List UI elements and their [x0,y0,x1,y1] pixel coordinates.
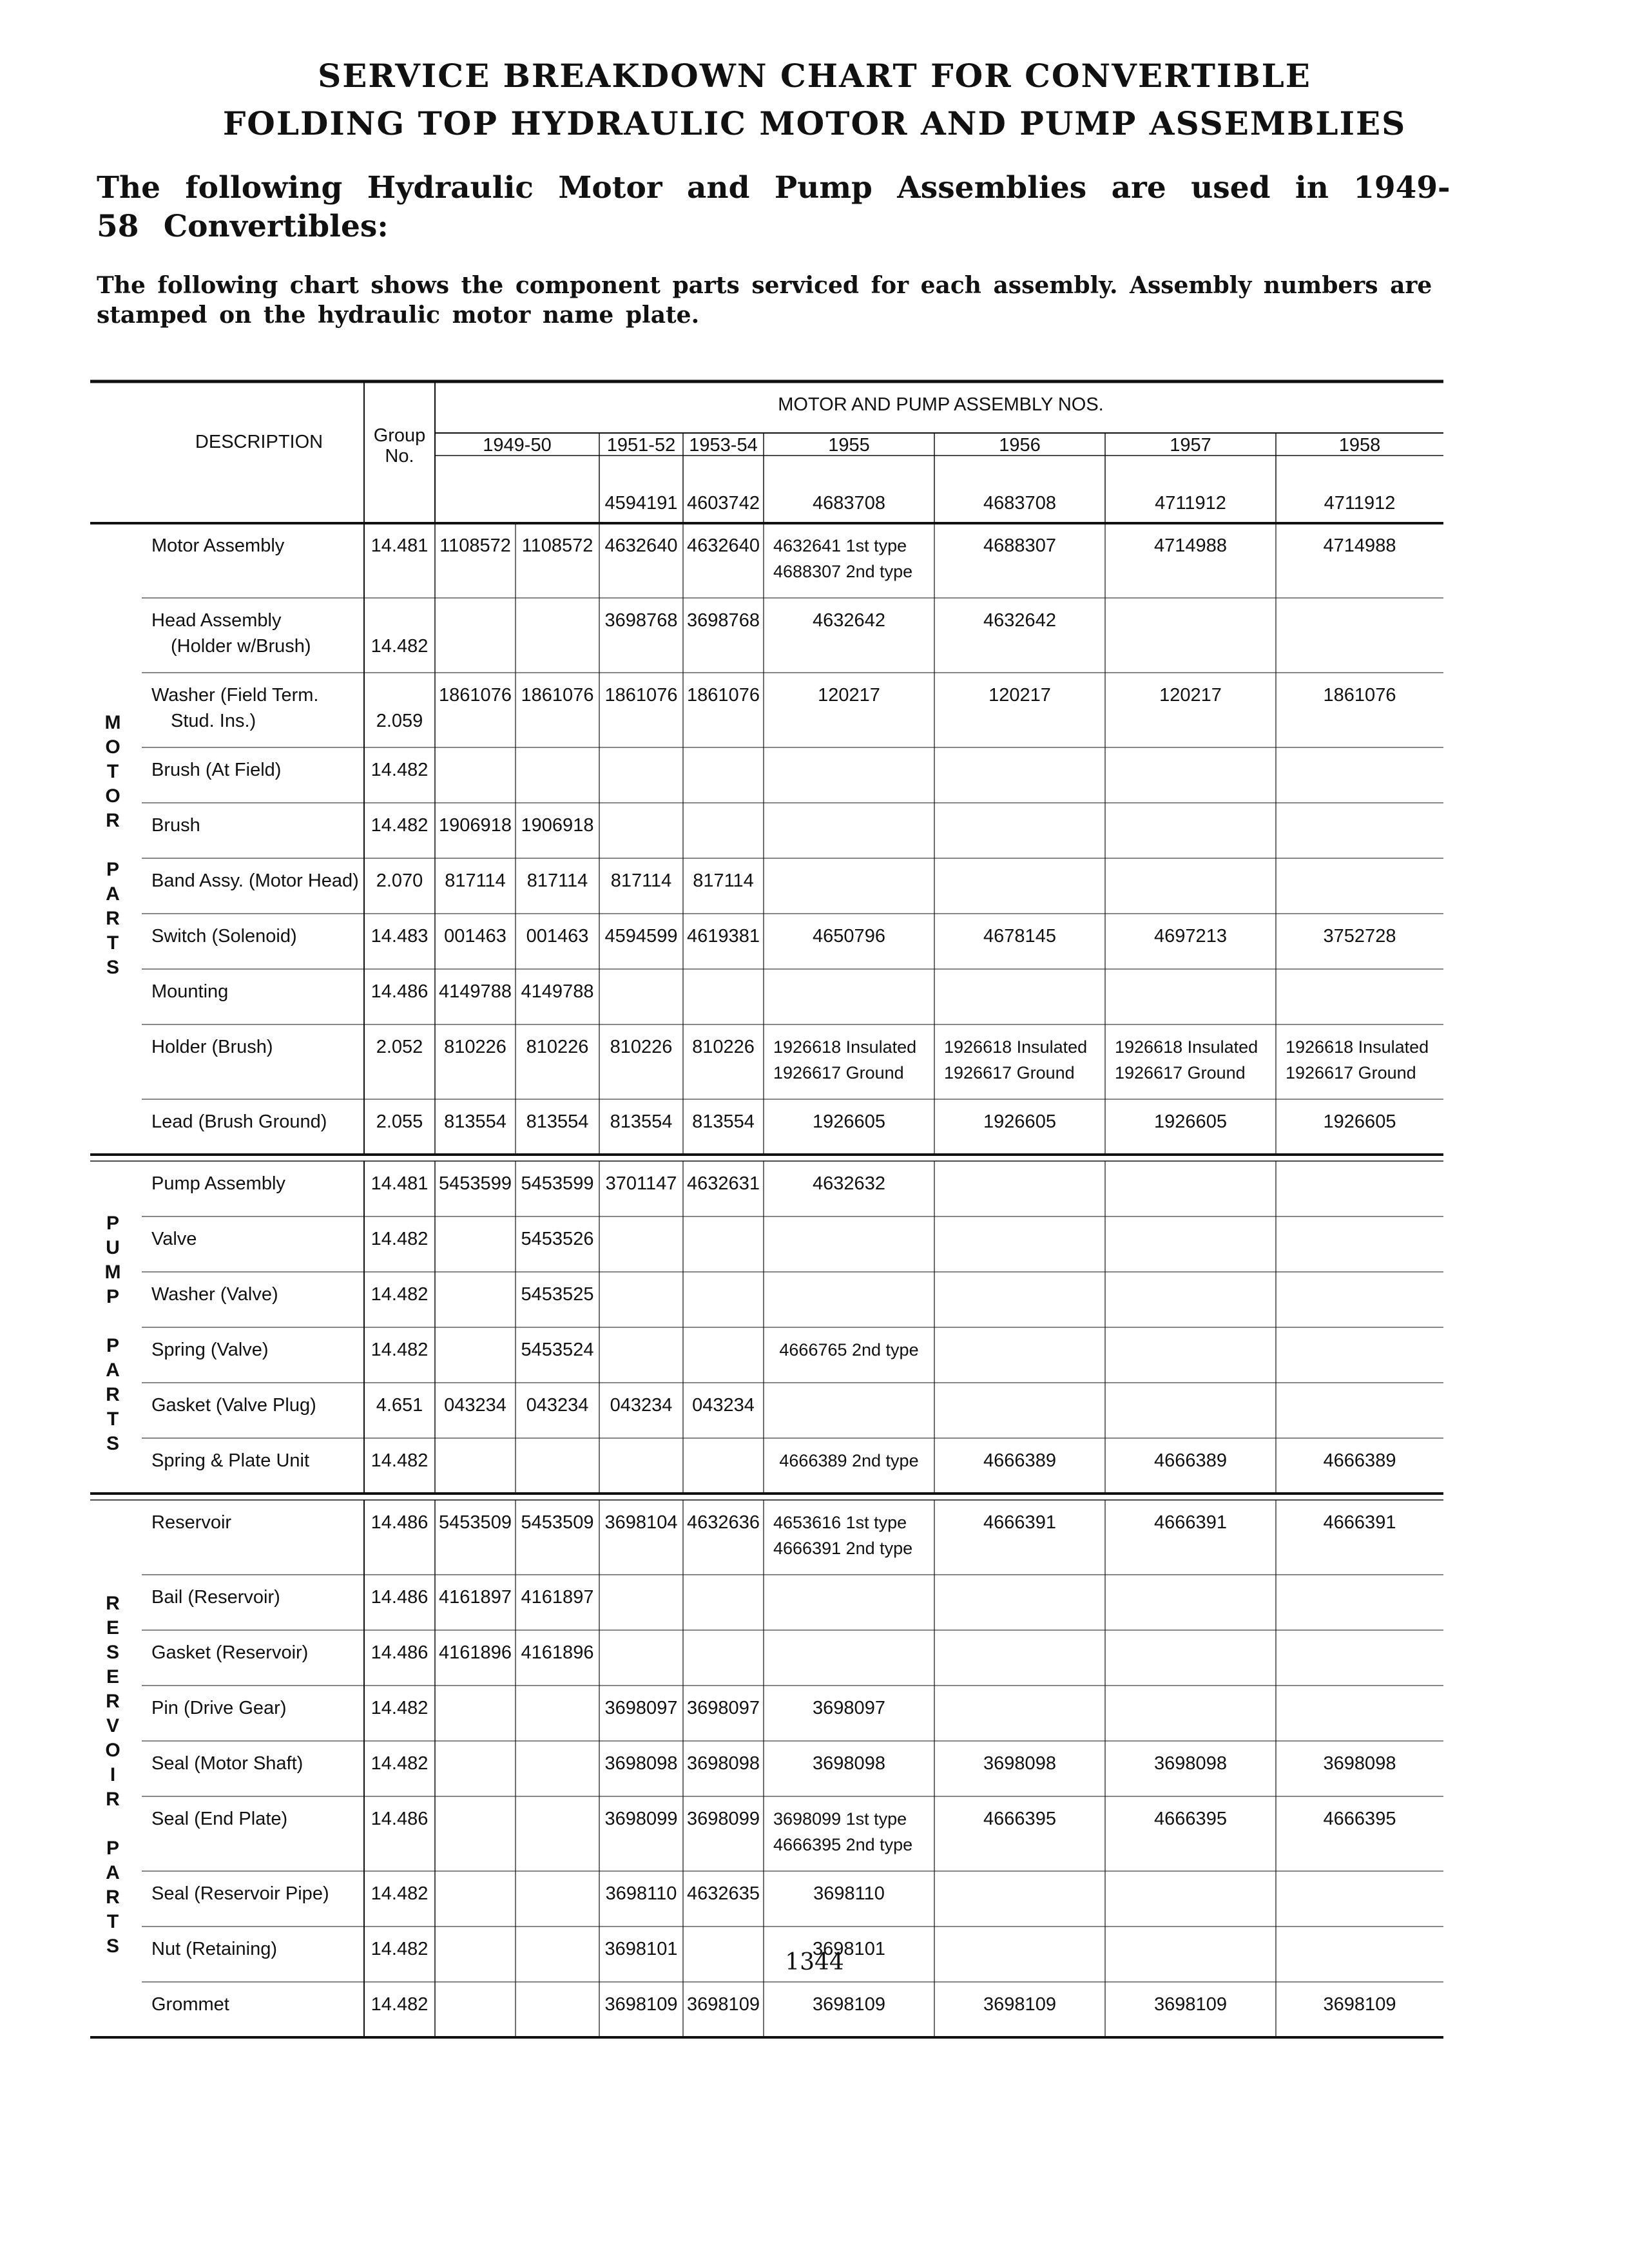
group-number: 14.481 [371,535,429,556]
part-number: 4632632 [813,1173,885,1194]
part-number: 810226 [692,1037,755,1057]
part-number: 813554 [444,1111,506,1132]
section-side-label: P U M P P A R T S [104,1213,121,1454]
part-description: Seal (Motor Shaft) [151,1753,304,1774]
part-number: 4632642 [983,610,1056,631]
part-number: 3698099 1st type [773,1809,907,1829]
group-number: 2.055 [376,1111,423,1132]
group-number: 14.482 [371,1698,429,1718]
group-number: 14.482 [371,636,429,657]
part-number: 4666389 [1323,1450,1396,1471]
part-number: 3698097 [604,1698,678,1718]
part-number: 3698099 [687,1809,760,1829]
part-number: 3698101 [604,1939,678,1959]
part-number: 4650796 [813,926,885,947]
part-number: 4594599 [604,926,678,947]
part-number: 813554 [526,1111,589,1132]
group-number: 14.482 [371,1340,429,1360]
group-number: 14.481 [371,1173,429,1194]
assembly-number: 4683708 [813,493,885,514]
part-description: Gasket (Reservoir) [151,1642,309,1663]
part-number: 1861076 [687,685,760,706]
part-description: Valve [151,1229,197,1249]
part-description: Band Assy. (Motor Head) [151,870,359,891]
part-number: 5453599 [521,1173,594,1194]
part-description: Spring & Plate Unit [151,1450,310,1471]
part-number: 4714988 [1154,535,1227,556]
part-number: 4632640 [604,535,678,556]
section-side-label: R E S E R V O I R P A R T S [105,1593,120,1957]
part-description: Pin (Drive Gear) [151,1698,287,1718]
part-number: 4149788 [521,981,594,1002]
intro-paragraph-1: The following Hydraulic Motor and Pump Assemblies are used in 1949-58 Convertibles: [97,170,1451,244]
part-number: 4161897 [521,1587,594,1608]
part-number: 001463 [526,926,589,947]
part-number: 3698098 [1154,1753,1227,1774]
part-description: Gasket (Valve Plug) [151,1395,316,1416]
part-number: 4666391 [1154,1512,1227,1533]
part-number: 813554 [692,1111,755,1132]
part-number: 4688307 [983,535,1056,556]
part-number: 4653616 1st type [773,1513,907,1532]
group-number: 2.052 [376,1037,423,1057]
part-number: 4666765 2nd type [779,1340,919,1360]
page-number: 1344 [785,1949,844,1975]
part-number: 120217 [988,685,1051,706]
part-number: 1926605 [813,1111,885,1132]
part-number: 3701147 [605,1173,677,1194]
part-number: 4666395 [983,1809,1056,1829]
group-heading: No. [385,446,414,466]
group-number: 14.483 [371,926,429,947]
part-number: 120217 [818,685,880,706]
part-number: 1926618 Insulated [1115,1037,1258,1057]
part-number: 817114 [445,870,506,891]
group-number: 14.482 [371,1229,429,1249]
assembly-nos-heading: MOTOR AND PUMP ASSEMBLY NOS. [778,394,1104,415]
part-number: 3698098 [687,1753,760,1774]
part-description: Switch (Solenoid) [151,926,297,947]
part-number: 3698109 [983,1994,1056,2015]
part-number: 043234 [610,1395,673,1416]
part-number: 1861076 [604,685,678,706]
part-number: 1108572 [439,535,511,556]
part-number: 1906918 [521,815,594,836]
part-number: 3698098 [1323,1753,1396,1774]
part-number: 3698104 [604,1512,678,1533]
part-number: 4714988 [1323,535,1396,556]
group-number: 14.482 [371,760,429,780]
year-heading: 1956 [999,435,1041,456]
part-number: 1926605 [1323,1111,1396,1132]
part-number: 5453599 [439,1173,512,1194]
part-description: Lead (Brush Ground) [151,1111,327,1132]
part-number: 3698768 [604,610,678,631]
part-description: Reservoir [151,1512,232,1533]
part-number: 5453526 [521,1229,594,1249]
part-number: 3698109 [1154,1994,1227,2015]
part-number: 4632636 [687,1512,760,1533]
part-number: 4161896 [439,1642,512,1663]
group-number: 14.482 [371,1450,429,1471]
part-number: 817114 [526,870,588,891]
part-number: 3698110 [605,1883,677,1904]
part-number: 4666389 2nd type [779,1451,919,1470]
part-number: 3698110 [813,1883,885,1904]
assembly-number: 4683708 [983,493,1056,514]
part-description: Head Assembly [151,610,282,631]
group-number: 4.651 [376,1395,423,1416]
part-number: 3698109 [604,1994,678,2015]
part-number: 4666389 [1154,1450,1227,1471]
part-description: Washer (Valve) [151,1284,278,1305]
part-number: 1861076 [1323,685,1396,706]
part-number: 4678145 [983,926,1056,947]
part-number: 1926618 Insulated [944,1037,1088,1057]
group-number: 14.482 [371,1753,429,1774]
group-number: 2.059 [376,711,423,731]
part-number: 3698098 [813,1753,885,1774]
year-heading: 1957 [1170,435,1211,456]
part-number: 3698109 [687,1994,760,2015]
group-number: 14.486 [371,1512,429,1533]
year-heading: 1958 [1338,435,1381,456]
part-number: 3698097 [813,1698,885,1718]
group-number: 14.486 [371,1642,429,1663]
group-heading: Group [373,425,426,446]
part-number: 3698098 [983,1753,1056,1774]
part-number: 1906918 [439,815,512,836]
part-number: 4632635 [687,1883,760,1904]
part-number: 4666391 [1323,1512,1396,1533]
part-number: 1926617 Ground [1286,1063,1416,1082]
year-heading: 1951-52 [606,435,676,456]
part-number: 4688307 2nd type [773,562,913,581]
part-number: 4632631 [687,1173,760,1194]
part-number: 4632642 [813,610,885,631]
part-description: Brush (At Field) [151,760,282,780]
part-number: 4161897 [439,1587,512,1608]
part-description: Seal (End Plate) [151,1809,288,1829]
part-number: 4632640 [687,535,760,556]
assembly-number: 4711912 [1155,493,1226,514]
part-description: (Holder w/Brush) [171,636,311,657]
group-number: 2.070 [376,870,423,891]
part-description: Washer (Field Term. [151,685,319,706]
part-number: 3698109 [1323,1994,1396,2015]
intro-paragraph-2: The following chart shows the component parts serviced for each assembly. Assembly numbers are stamped on the hydraulic motor name plate. [97,272,1432,329]
part-number: 810226 [526,1037,589,1057]
part-number: 813554 [610,1111,673,1132]
group-number: 14.482 [371,1883,429,1904]
part-number: 4666395 [1323,1809,1396,1829]
part-number: 043234 [444,1395,506,1416]
part-description: Motor Assembly [151,535,285,556]
part-description: Spring (Valve) [151,1340,269,1360]
part-number: 120217 [1159,685,1222,706]
part-number: 1861076 [521,685,594,706]
group-number: 14.482 [371,1939,429,1959]
part-description: Nut (Retaining) [151,1939,278,1959]
part-number: 4666391 [983,1512,1056,1533]
assembly-number: 4711912 [1324,493,1396,514]
part-number: 1861076 [439,685,512,706]
page-title-line-1: SERVICE BREAKDOWN CHART FOR CONVERTIBLE [318,57,1311,95]
part-number: 001463 [444,926,506,947]
part-description: Pump Assembly [151,1173,285,1194]
part-number: 1926618 Insulated [773,1037,917,1057]
part-number: 3698097 [687,1698,760,1718]
group-number: 14.486 [371,1587,429,1608]
part-number: 4666391 2nd type [773,1539,913,1558]
part-number: 3698109 [813,1994,885,2015]
part-number: 5453509 [439,1512,512,1533]
part-number: 1926605 [983,1111,1056,1132]
part-number: 3698101 [813,1939,885,1959]
part-description: Brush [151,815,200,836]
group-number: 14.482 [371,1284,429,1305]
part-number: 3752728 [1323,926,1396,947]
part-number: 5453524 [521,1340,594,1360]
part-number: 3698099 [604,1809,678,1829]
part-description: Mounting [151,981,229,1002]
part-number: 4666395 [1154,1809,1227,1829]
part-number: 817114 [693,870,754,891]
part-number: 5453509 [521,1512,594,1533]
part-number: 3698098 [604,1753,678,1774]
part-number: 1926618 Insulated [1286,1037,1429,1057]
part-number: 4632641 1st type [773,536,907,555]
year-heading: 1953-54 [689,435,758,456]
part-number: 043234 [526,1395,589,1416]
part-number: 5453525 [521,1284,594,1305]
section-side-label: M O T O R P A R T S [104,712,121,978]
part-description: Bail (Reservoir) [151,1587,280,1608]
part-number: 4666395 2nd type [773,1835,913,1854]
part-number: 4619381 [687,926,760,947]
part-description: Stud. Ins.) [171,711,256,731]
group-number: 14.482 [371,815,429,836]
group-number: 14.486 [371,1809,429,1829]
group-number: 14.482 [371,1994,429,2015]
part-number: 1926617 Ground [944,1063,1075,1082]
part-description: Holder (Brush) [151,1037,273,1057]
part-number: 043234 [692,1395,755,1416]
part-number: 1926617 Ground [1115,1063,1246,1082]
part-description: Seal (Reservoir Pipe) [151,1883,329,1904]
group-number: 14.486 [371,981,429,1002]
page-title-line-2: FOLDING TOP HYDRAULIC MOTOR AND PUMP ASSEMBLIES [222,104,1407,142]
part-number: 3698768 [687,610,760,631]
assembly-number: 4594191 [604,493,678,514]
part-number: 817114 [610,870,672,891]
part-number: 4666389 [983,1450,1056,1471]
assembly-number: 4603742 [687,493,760,514]
part-number: 4697213 [1154,926,1227,947]
part-number: 1108572 [521,535,593,556]
part-number: 1926617 Ground [773,1063,904,1082]
part-number: 810226 [444,1037,506,1057]
part-number: 4149788 [439,981,512,1002]
year-heading: 1955 [828,435,870,456]
part-number: 810226 [610,1037,673,1057]
part-number: 1926605 [1154,1111,1227,1132]
year-heading: 1949-50 [483,435,552,456]
part-number: 4161896 [521,1642,594,1663]
description-heading: DESCRIPTION [195,432,323,452]
part-description: Grommet [151,1994,229,2015]
